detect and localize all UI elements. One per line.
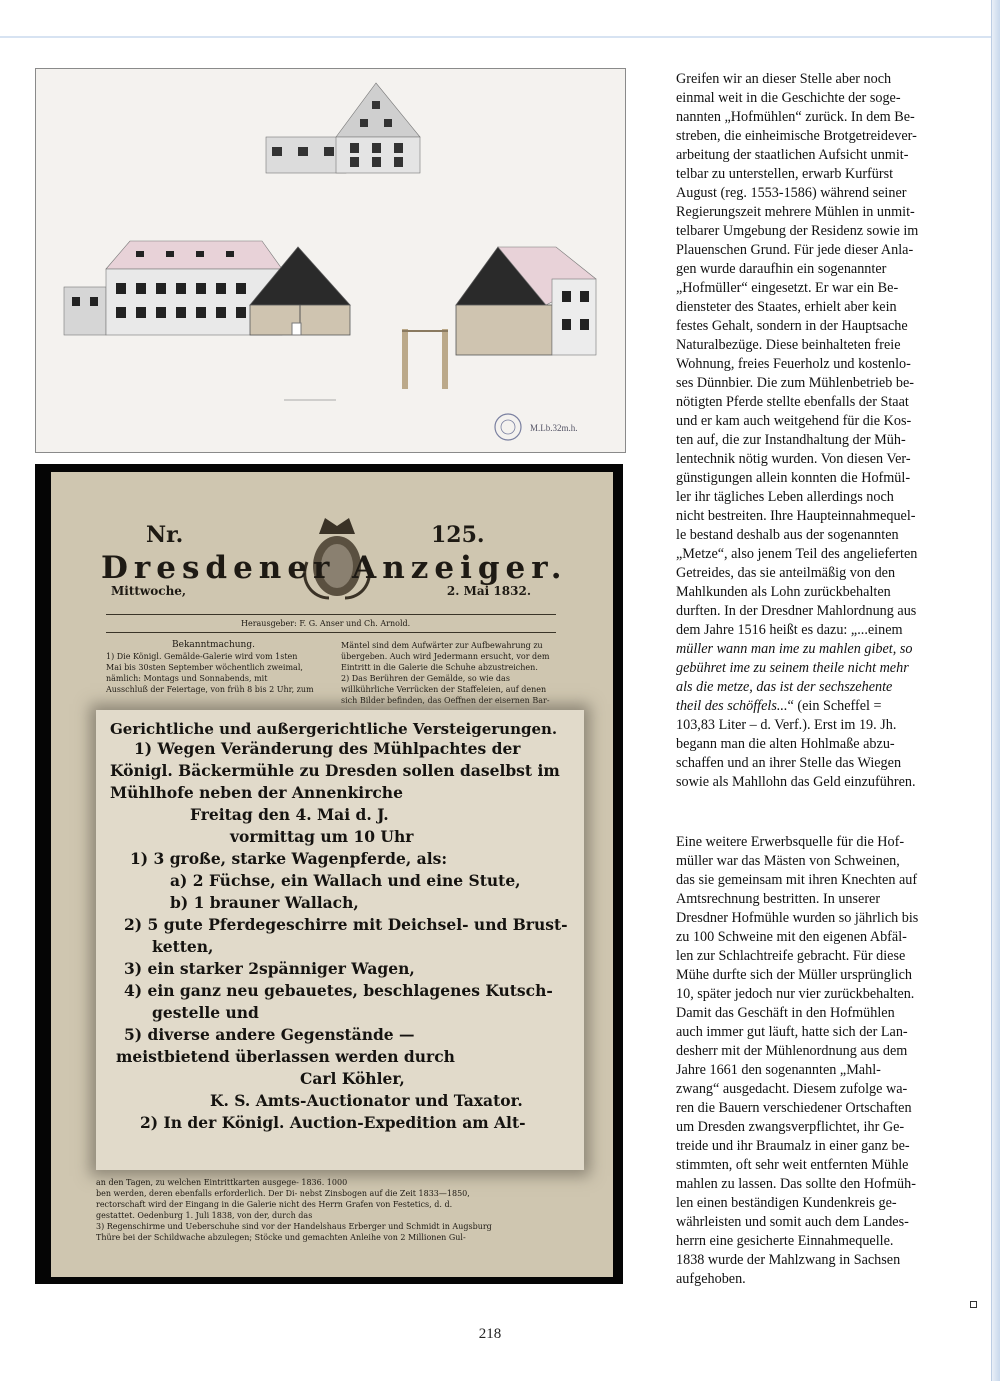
announcement-line: gestelle und — [152, 1003, 259, 1022]
announcement-line: Carl Köhler, — [300, 1069, 405, 1088]
historic-quote: gebühret ime zu seinem theile nicht mehr — [676, 660, 909, 676]
end-marker-icon — [970, 1301, 977, 1308]
announcement-line: 3) ein starker 2spänniger Wagen, — [124, 959, 415, 978]
issue-number: 125. — [431, 522, 485, 548]
announcement-line: b) 1 brauner Wallach, — [170, 893, 359, 912]
page-number: 218 — [478, 1326, 502, 1342]
publisher-line: Herausgeber: F. G. Anser und Ch. Arnold. — [241, 619, 411, 628]
historic-quote: müller wann man ime zu mahlen gibet, so — [676, 641, 913, 657]
body-paragraph-2: Eine weitere Erwerbsquelle für die Hof- müller war das Mästen von Schweinen, das sie gemeinsam mit ihren Knechten auf Amtsrechnung bestritten. In unserer Dresdner Hofmühle wurden so jährlich bis zu 100 Schweine mit den eigenen Abfäl- len zur Schlachtreife gebracht. Für diese Mühe durfte sich der Müller ursprünglich 10, später jedoch nur vier zurückbehalten. Damit das Geschäft in den Hofmühlen auch immer gut läuft, hatte sich der Lan- desherr mit der Mühlenordnung aus dem Jahre 1661 den sogenannten „Mahl- zwang“ ausgedacht. Diesem zufolge wa- ren die Bauern verschiedener Ortschaften um Dresden zwangsverpflichtet, ihr Ge- treide und ihr Braumalz in einer ganz be- stimmten, oft sehr weit entfernten Mühle mahlen zu lassen. Das sollte den Hofmüh- len einen beständigen Kundenkreis ge- währleisten und somit auch dem Landes- herrn eine gesicherte Einnahmequelle. 1838 wurde der Mahlzwang in Sachsen aufgehoben. — [676, 834, 919, 1287]
announcement-line: ketten, — [152, 937, 214, 956]
announcement-line: 5) diverse andere Gegenstände — — [124, 1025, 415, 1044]
newspaper-page — [51, 472, 613, 1277]
announcement-line: 2) 5 gute Pferdegeschirre mit Deichsel- und Brust- — [124, 915, 568, 934]
announcement-line: K. S. Amts-Auctionator und Taxator. — [210, 1091, 523, 1110]
historic-quote: theil des schöffels... — [676, 698, 788, 714]
right-column: Mäntel sind dem Aufwärter zur Aufbewahrung zu übergeben. Auch wird Jedermann ersucht, vor dem Eintritt in die Galerie die Schuhe abzustreichen. 2) Das Berühren der Gemälde, so wie das willkührliche Verrücken der Staffeleien, auf denen sich Bilder befinden, das Oeffnen der eisernen Bar- — [341, 641, 550, 705]
issue-label: Nr. — [146, 522, 184, 548]
left-column: Bekanntmachung. 1) Die Königl. Gemälde-Galerie wird vom 1sten Mai bis 30sten September wöchentlich zweimal, nämlich: Montags und Sonnabends, mit Ausschluß der Feiertage, von früh 8 bis 2 Uhr, zum — [106, 640, 314, 694]
newspaper-title: Dresdener Anzeiger. — [101, 550, 568, 586]
announcement-heading: Gerichtliche und außergerichtliche Versteigerungen. — [110, 720, 558, 738]
announcement-line: 2) In der Königl. Auction-Expedition am Alt- — [140, 1113, 526, 1132]
viewer-scrollbar[interactable] — [991, 0, 1000, 1381]
announcement-line: Königl. Bäckermühle zu Dresden sollen daselbst im — [110, 761, 560, 780]
announcement-line: 4) ein ganz neu gebauetes, beschlagenes Kutsch- — [124, 981, 553, 1000]
body-paragraph-1: Greifen wir an dieser Stelle aber noch einmal weit in die Geschichte der soge- nannten „Hofmühlen“ zurück. In dem Be- streben, die einheimische Brotgetreidever- arbeitung der staatlichen Aufsicht unmit- telbar zu unterstellen, erwarb Kurfürst August (reg. 1553-1586) während seiner Regierungszeit mehrere Mühlen in unmit- telbarer Umgebung der Residenz sowie im Plauenschen Grund. Für jede dieser Anla- gen wurde daraufhin ein sogenannter „Hofmüller“ eingesetzt. Er war ein Be- diensteter des Staates, erhielt aber kein festes Gehalt, sondern in der Hauptsache Naturalbezüge. Diese beinhalteten freie Wohnung, freies Feuerholz und kostenlo- ses Dünnbier. Die zum Mühlenbetrieb be- nötigten Pferde stellte ebenfalls der Staat und er kam auch weitgehend für die Kos- ten auf, die zur Instandhaltung der Müh- lentechnik nötig wurden. Von diesen Ver- günstigungen allein konnten die Hofmül- ler ihr tägliches Leben allerdings noch nicht bestreiten. Ihre Haupteinnahmequel- le bestand deshalb aus der sogenannten „Metze“, also jenem Teil des angelieferten Getreides, das sie anteilmäßig von den Mahlkunden als Lohn zurückbehalten durften. In der Dresdner Mahlordnung aus dem Jahre 1516 heißt es dazu: „...einem müller wann man ime zu mahlen gibet, so gebühret ime zu seinem theile nicht mehr als die metze, das ist der sechszehente theil des schöffels...“ (ein Scheffel = 103,83 Liter – d. Verf.). Erst im 19. Jh. begann man die alten Hohlmaße abzu- schaffen und an ihrer Stelle das Wiegen sowie als Mahllohn das Geld einzuführen. — [676, 70, 953, 792]
announcement-line: Mühlhofe neben der Annenkirche — [110, 783, 403, 802]
announcement-line: a) 2 Füchse, ein Wallach und eine Stute, — [170, 871, 521, 890]
announcement-line: 1) 3 große, starke Wagenpferde, als: — [130, 849, 448, 868]
newspaper-footer-text: an den Tagen, zu welchen Eintrittkarten ausgege- 1836. 1000 ben werden, deren ebenfalls erforderlich. Der Di- nebst Zinsbogen auf die Zeit 1833—1850, rectorschaft wird der Eingang in die Galerie nicht des Herrn Grafen von Festetics, d. d. gestattet. Oedenburg 1. Juli 1838, von der, durch das 3) Regenschirme und Ueberschuhe sind vor der Handelshaus Erberger und Schmidt in Augsburg Thüre bei der Schildwache abzulegen; Stöcke und gemachten Anleihe von 2 Millionen Gul- — [96, 1178, 492, 1242]
historic-quote: als die metze, das ist der sechszehente — [676, 679, 893, 695]
issue-date-line — [111, 584, 531, 598]
announcement-line: vormittag um 10 Uhr — [230, 827, 414, 846]
newspaper-photo — [35, 464, 623, 1284]
announcement-line: Freitag den 4. Mai d. J. — [190, 805, 389, 824]
announcement-line: 1) Wegen Veränderung des Mühlpachtes der — [134, 739, 521, 758]
auction-announcement — [96, 710, 584, 1170]
issue-date: 2. Mai 1832. — [446, 584, 531, 598]
issue-weekday: Mittwoche, — [111, 584, 187, 598]
announcement-line: meistbietend überlassen werden durch — [116, 1047, 455, 1066]
archive-stamp: M.Lb.32m.h. — [530, 423, 578, 433]
mill-elevation-drawing — [35, 68, 626, 453]
viewer-top-bar — [0, 0, 1000, 38]
